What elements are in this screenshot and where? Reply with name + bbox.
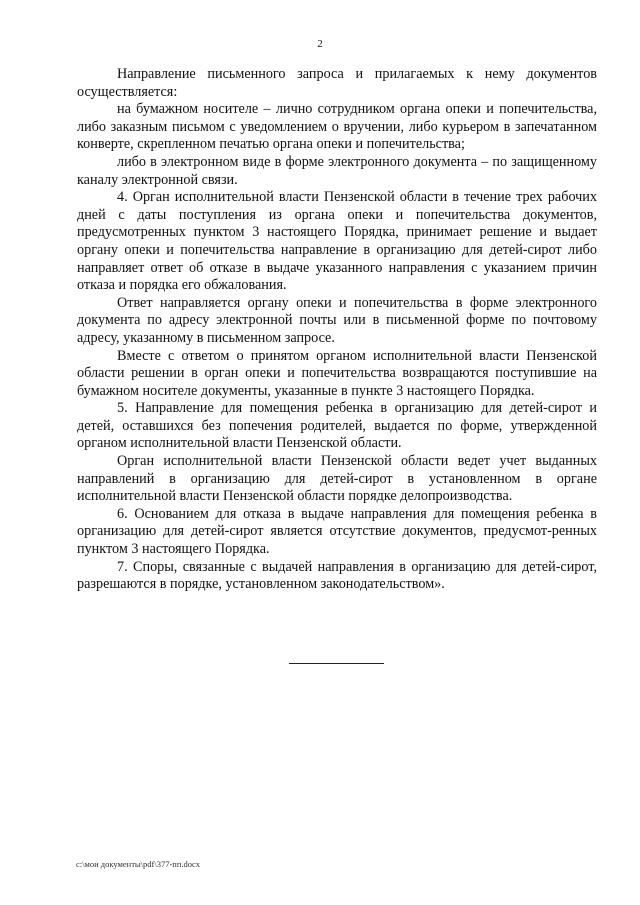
end-separator-line (289, 663, 384, 664)
paragraph-clause-4: 4. Орган исполнительной власти Пензенской области в течение трех рабочих дней с даты поступления из органа опеки и попечительства документов, предусмотренных пунктом 3 настоящего Порядка, принимает решение и выдает органу опеки и попечительства направление в организацию для детей-сирот либо направляет ответ об отказе в выдаче указанного направления с указанием причин отказа и порядка его обжалования. (77, 189, 597, 294)
paragraph-clause-6: 6. Основанием для отказа в выдаче направления для помещения ребенка в организацию для детей-сирот является отсутствие документов, предусмот-ренных пунктом 3 настоящего Порядка. (77, 505, 597, 558)
paragraph-request-delivery: Направление письменного запроса и прилагаемых к нему документов осуществляется: (77, 66, 597, 100)
paragraph-electronic-delivery: либо в электронном виде в форме электронного документа – по защищенному каналу электронной связи. (77, 153, 597, 188)
paragraph-response-sending: Ответ направляется органу опеки и попечительства в форме электронного документа по адресу электронной почты или в письменной форме по почтовому адресу, указанному в письменном запросе. (77, 294, 597, 346)
document-body (77, 66, 597, 594)
footer-file-path: c:\мои документы\pdf\377-пп.docx (76, 859, 201, 869)
paragraph-clause-7: 7. Споры, связанные с выдачей направления в организацию для детей-сирот, разрешаются в порядке, установленном законодательством». (77, 558, 597, 593)
paragraph-paper-delivery: на бумажном носителе – лично сотрудником органа опеки и попечительства, либо заказным письмом с уведомлением о вручении, либо курьером в запечатанном конверте, скрепленном печатью органа опеки и попечительства; (77, 101, 597, 153)
paragraph-documents-return: Вместе с ответом о принятом органом исполнительной власти Пензенской области решении в орган опеки и попечительства возвращаются поступившие на бумажном носителе документы, указанные в пункте 3 настоящего Порядка. (77, 347, 597, 399)
page-number: 2 (317, 38, 323, 50)
paragraph-clause-5: 5. Направление для помещения ребенка в организацию для детей-сирот и детей, оставшихся без попечения родителей, выдается по форме, утвержденной органом исполнительной власти Пензенской области. (77, 400, 597, 452)
paragraph-record-keeping: Орган исполнительной власти Пензенской области ведет учет выданных направлений в организацию для детей-сирот в установленном в органе исполнительной власти Пензенской области порядке делопроизводства. (77, 453, 597, 505)
